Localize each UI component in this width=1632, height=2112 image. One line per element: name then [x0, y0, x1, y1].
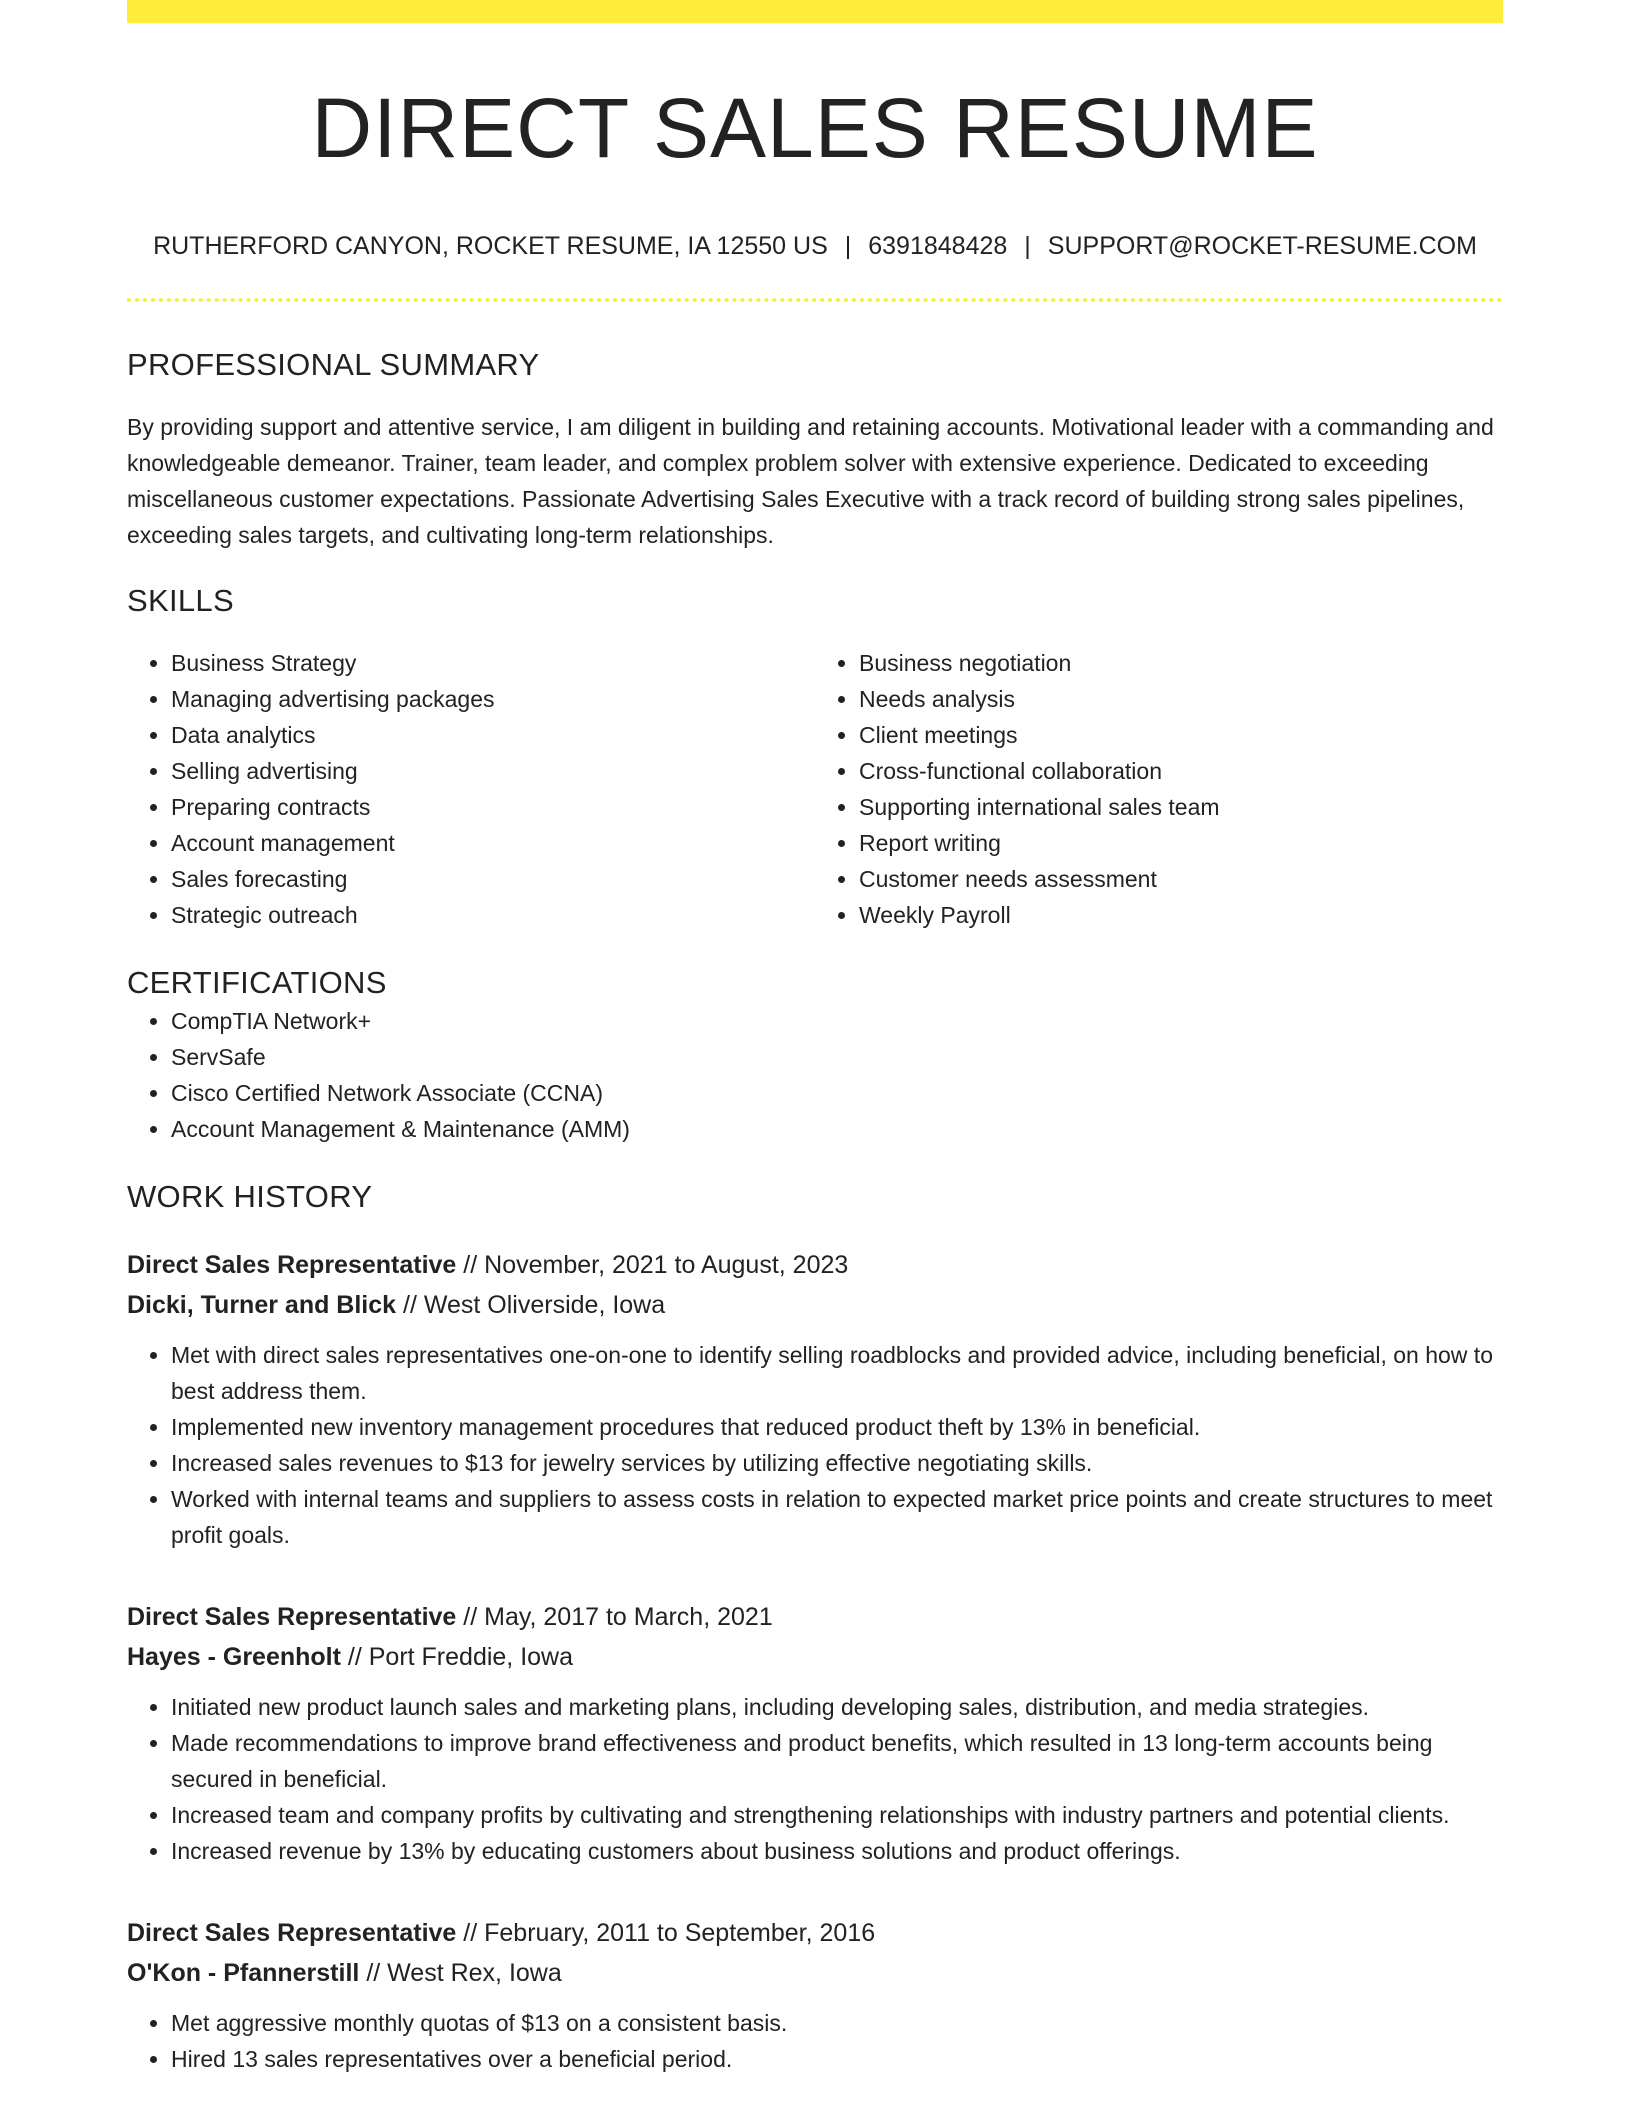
summary-heading: PROFESSIONAL SUMMARY — [127, 347, 540, 382]
skills-heading: SKILLS — [127, 583, 234, 618]
contact-separator: | — [844, 232, 852, 260]
skill-item: • Sales forecasting — [171, 861, 815, 897]
skills-list-right — [815, 645, 1503, 933]
job-bullet: • Implemented new inventory management procedures that reduced product theft by 13% in beneficial. — [171, 1409, 1503, 1445]
job-company: Dicki, Turner and Blick — [127, 1291, 397, 1319]
contact-line — [127, 230, 1503, 262]
certification-item: • Cisco Certified Network Associate (CCNA) — [171, 1075, 1503, 1111]
job-company: O'Kon - Pfannerstill — [127, 1959, 360, 1987]
job-title-line — [127, 1597, 1503, 1637]
skill-item: • Weekly Payroll — [859, 897, 1503, 933]
contact-address: RUTHERFORD CANYON, ROCKET RESUME, IA 12550 US — [153, 232, 828, 260]
job-title: Direct Sales Representative — [127, 1603, 457, 1631]
job-entry — [127, 1913, 1503, 2077]
skill-item: • Data analytics — [171, 717, 815, 753]
job-company: Hayes - Greenholt — [127, 1643, 341, 1671]
skill-item: • Supporting international sales team — [859, 789, 1503, 825]
job-bullet: • Initiated new product launch sales and marketing plans, including developing sales, distribution, and media strategies. — [171, 1689, 1503, 1725]
certification-item: • Account Management & Maintenance (AMM) — [171, 1111, 1503, 1147]
certification-item: • CompTIA Network+ — [171, 1003, 1503, 1039]
resume-title: DIRECT SALES RESUME — [311, 81, 1319, 175]
summary-text: By providing support and attentive service, I am diligent in building and retaining accounts. Motivational leader with a commanding and knowledgeable demeanor. Trainer, team leader, and complex problem solver with extensive experience. Dedicated to exceeding miscellaneous customer expectations. Passionate Advertising Sales Executive with a track record of building strong sales pipelines, exceeding sales targets, and cultivating long-term relationships. — [127, 414, 1494, 548]
dotted-divider — [127, 298, 1503, 302]
job-company-line — [127, 1953, 1503, 1993]
job-location: // West Oliverside, Iowa — [403, 1291, 666, 1319]
certification-item: • ServSafe — [171, 1039, 1503, 1075]
job-location: // West Rex, Iowa — [366, 1959, 562, 1987]
contact-email: SUPPORT@ROCKET-RESUME.COM — [1047, 232, 1477, 260]
job-dates: // May, 2017 to March, 2021 — [463, 1603, 773, 1631]
skill-item: • Business Strategy — [171, 645, 815, 681]
skill-item: • Account management — [171, 825, 815, 861]
work-history-list — [127, 1245, 1503, 2077]
skill-item: • Cross-functional collaboration — [859, 753, 1503, 789]
certifications-heading: CERTIFICATIONS — [127, 965, 387, 1000]
job-dates: // February, 2011 to September, 2016 — [463, 1919, 876, 1947]
contact-separator: | — [1024, 232, 1031, 260]
job-bullet: • Met aggressive monthly quotas of $13 on a consistent basis. — [171, 2005, 1503, 2041]
job-dates: // November, 2021 to August, 2023 — [463, 1251, 849, 1279]
skill-item: • Strategic outreach — [171, 897, 815, 933]
skills-list-left — [127, 645, 815, 933]
job-bullets — [127, 2005, 1503, 2077]
job-bullet: • Increased revenue by 13% by educating customers about business solutions and product offerings. — [171, 1833, 1503, 1869]
skill-item: • Customer needs assessment — [859, 861, 1503, 897]
skill-item: • Client meetings — [859, 717, 1503, 753]
job-title-line — [127, 1245, 1503, 1285]
skill-item: • Preparing contracts — [171, 789, 815, 825]
job-bullet: • Hired 13 sales representatives over a beneficial period. — [171, 2041, 1503, 2077]
skills-columns — [127, 645, 1503, 933]
job-company-line — [127, 1637, 1503, 1677]
job-bullet: • Worked with internal teams and suppliers to assess costs in relation to expected market price points and create structures to meet profit goals. — [171, 1481, 1503, 1553]
job-entry — [127, 1245, 1503, 1553]
work-history-heading: WORK HISTORY — [127, 1179, 373, 1214]
skill-item: • Report writing — [859, 825, 1503, 861]
job-bullet: • Made recommendations to improve brand effectiveness and product benefits, which resulted in 13 long-term accounts being secured in beneficial. — [171, 1725, 1503, 1797]
job-bullet: • Increased sales revenues to $13 for jewelry services by utilizing effective negotiating skills. — [171, 1445, 1503, 1481]
skill-item: • Selling advertising — [171, 753, 815, 789]
contact-phone: 6391848428 — [868, 232, 1008, 260]
job-bullets — [127, 1689, 1503, 1869]
skill-item: • Managing advertising packages — [171, 681, 815, 717]
job-location: // Port Freddie, Iowa — [347, 1643, 574, 1671]
job-bullet: • Met with direct sales representatives one-on-one to identify selling roadblocks and provided advice, including beneficial, on how to best address them. — [171, 1337, 1503, 1409]
job-title: Direct Sales Representative — [127, 1251, 457, 1279]
skill-item: • Needs analysis — [859, 681, 1503, 717]
job-bullet: • Increased team and company profits by cultivating and strengthening relationships with industry partners and potential clients. — [171, 1797, 1503, 1833]
certifications-list — [127, 1003, 1503, 1147]
job-company-line — [127, 1285, 1503, 1325]
skill-item: • Business negotiation — [859, 645, 1503, 681]
job-entry — [127, 1597, 1503, 1869]
job-title-line — [127, 1913, 1503, 1953]
job-title: Direct Sales Representative — [127, 1919, 457, 1947]
resume-content — [127, 0, 1503, 2077]
job-bullets — [127, 1337, 1503, 1553]
